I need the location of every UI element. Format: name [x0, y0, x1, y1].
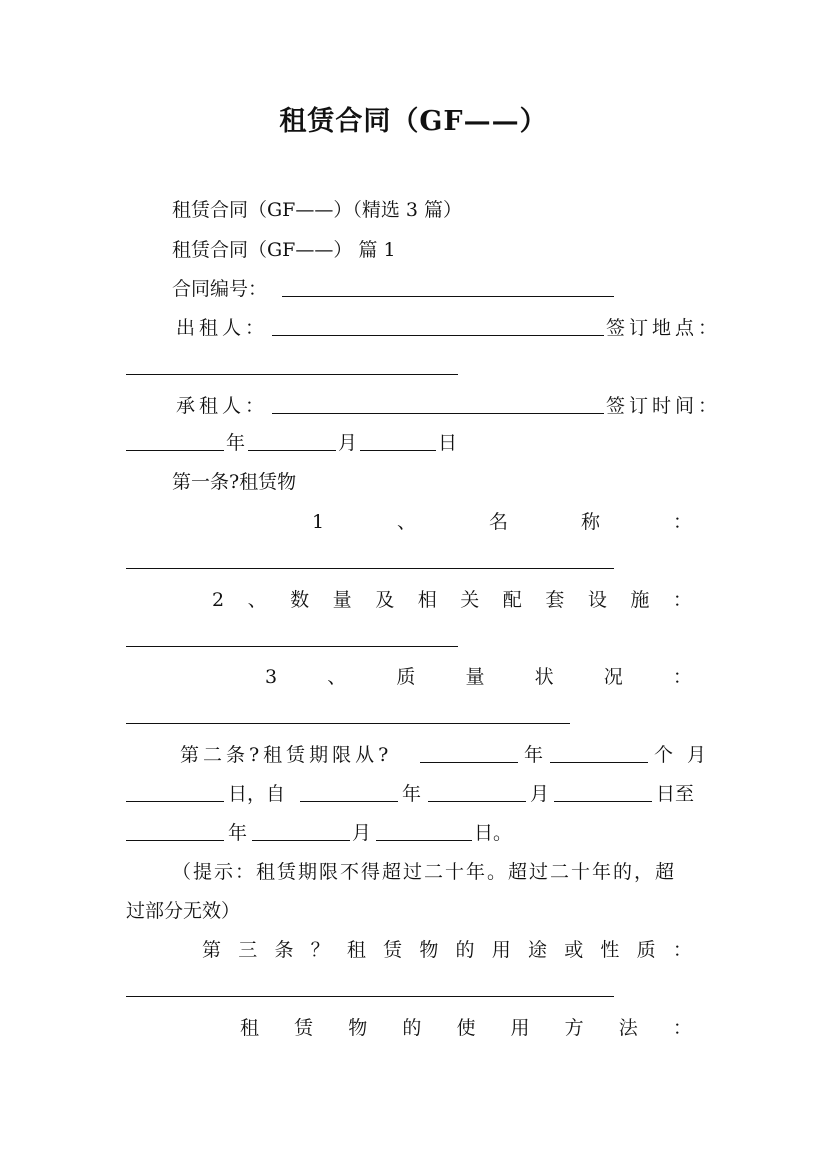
article2-line-2: [0, 779, 827, 809]
item2-blank-line: [0, 624, 827, 654]
item3-char: 况: [603, 666, 623, 688]
article3-char: 第: [202, 939, 222, 961]
from-day-to: 日至: [656, 783, 695, 805]
item2-char: 套: [545, 589, 565, 611]
item1-blank-line: [0, 546, 827, 576]
note-text-2: 过部分无效）: [126, 900, 241, 922]
item2-char: 2: [212, 589, 225, 611]
item3-char: 3: [265, 666, 278, 688]
article3-blank-line: [0, 974, 827, 1004]
article1-line: [0, 467, 827, 497]
item2-char: 关: [460, 589, 480, 611]
article1-title: 第一条?租赁物: [172, 471, 297, 493]
article3-blank[interactable]: [126, 974, 614, 997]
note-text-1: （提示：租赁期限不得超过二十年。超过二十年的，超: [172, 861, 677, 883]
usage-line: [0, 1013, 827, 1043]
article3-line: [0, 935, 827, 965]
sign-year-label: 年: [226, 432, 246, 454]
to-month-blank[interactable]: [252, 818, 350, 841]
article3-char: 途: [527, 939, 547, 961]
article2-line: [0, 740, 827, 770]
item1-char: 1: [312, 511, 325, 533]
sign-place-label: 签订地点：: [606, 317, 722, 339]
item2-char: 相: [417, 589, 437, 611]
article2-start: 第二条?租赁期限从?: [180, 744, 393, 766]
sign-time-label: 签订时间：: [606, 395, 722, 417]
usage-char: 租: [240, 1017, 260, 1039]
article3-char: 物: [419, 939, 439, 961]
item2-char: 量: [332, 589, 352, 611]
item2-char: 设: [587, 589, 607, 611]
item3-char: ：: [672, 666, 692, 688]
article3-char: 的: [455, 939, 475, 961]
article3-char: 赁: [383, 939, 403, 961]
item3-blank-line: [0, 701, 827, 731]
item2-char: 数: [290, 589, 310, 611]
usage-char: 使: [456, 1017, 476, 1039]
item1-char: ：: [672, 511, 692, 533]
usage-label: [240, 1013, 692, 1043]
item3-char: 质: [396, 666, 416, 688]
article2-line-3: [0, 818, 827, 848]
heading-selected-line: [0, 195, 827, 225]
from-year-label: 年: [402, 783, 422, 805]
item3-char: 量: [465, 666, 485, 688]
item1-blank[interactable]: [126, 546, 614, 569]
item2-char: 配: [502, 589, 522, 611]
usage-char: 赁: [294, 1017, 314, 1039]
item1-char: 、: [397, 511, 417, 533]
to-day-label: 日。: [474, 822, 513, 844]
item2-char: 、: [247, 589, 267, 611]
item2-char: 及: [375, 589, 395, 611]
heading-part1-line: [0, 235, 827, 265]
period-months-label: 个 月: [654, 744, 711, 766]
sign-place-line: [0, 352, 827, 382]
period-months-blank[interactable]: [550, 740, 648, 763]
from-day-blank[interactable]: [554, 779, 652, 802]
item1-char: 名: [489, 511, 509, 533]
period-start-year-blank[interactable]: [420, 740, 518, 763]
to-day-blank[interactable]: [376, 818, 472, 841]
period-year-label: 年: [524, 744, 548, 766]
item3-blank[interactable]: [126, 701, 570, 724]
usage-char: 物: [348, 1017, 368, 1039]
lessee-label: 承租人：: [176, 395, 269, 417]
from-month-label: 月: [530, 783, 550, 805]
usage-char: 的: [402, 1017, 422, 1039]
item2-line: [0, 585, 827, 615]
to-year-label: 年: [228, 822, 248, 844]
item2-blank[interactable]: [126, 624, 458, 647]
item3-char: 状: [534, 666, 554, 688]
sign-month-label: 月: [338, 432, 358, 454]
note-line-1: [0, 857, 827, 887]
item3-label: [265, 662, 692, 692]
from-month-blank[interactable]: [428, 779, 526, 802]
article3-char: ？: [310, 939, 330, 961]
period-day-from: 日，自: [228, 783, 286, 805]
from-year-blank[interactable]: [300, 779, 398, 802]
sign-month-blank[interactable]: [248, 428, 336, 451]
contract-number-blank[interactable]: [282, 274, 614, 297]
contract-number-label: 合同编号：: [172, 278, 268, 300]
article3-char: 质: [636, 939, 656, 961]
item1-char: 称: [580, 511, 600, 533]
item3-char: 、: [327, 666, 347, 688]
to-year-blank[interactable]: [126, 818, 224, 841]
heading-selected: 租赁合同（GF——）（精选 3 篇）: [172, 199, 463, 221]
article3-title: [202, 935, 692, 965]
lessee-line: [0, 391, 827, 421]
article3-char: 租: [346, 939, 366, 961]
lessor-line: [0, 313, 827, 343]
sign-place-blank[interactable]: [126, 352, 458, 375]
sign-date-line: [0, 428, 827, 458]
usage-char: ：: [672, 1017, 692, 1039]
lessee-blank[interactable]: [272, 391, 604, 414]
heading-part1: 租赁合同（GF——） 篇 1: [172, 239, 396, 261]
article3-char: 用: [491, 939, 511, 961]
item1-label: [312, 507, 692, 537]
sign-day-label: 日: [438, 432, 458, 454]
article3-char: 条: [274, 939, 294, 961]
sign-day-blank[interactable]: [360, 428, 436, 451]
usage-char: 法: [618, 1017, 638, 1039]
to-month-label: 月: [352, 822, 372, 844]
note-line-2: [0, 896, 827, 926]
item3-line: [0, 662, 827, 692]
article3-char: 性: [600, 939, 620, 961]
item2-char: 施: [630, 589, 650, 611]
document-title: 租赁合同（GF——）: [279, 106, 548, 137]
article3-char: 三: [238, 939, 258, 961]
usage-char: 方: [564, 1017, 584, 1039]
usage-char: 用: [510, 1017, 530, 1039]
contract-number-line: [0, 274, 827, 304]
item1-line: [0, 507, 827, 537]
period-day-blank[interactable]: [126, 779, 224, 802]
sign-year-blank[interactable]: [126, 428, 224, 451]
article3-char: 或: [564, 939, 584, 961]
lessor-label: 出租人：: [176, 317, 269, 339]
article3-char: ：: [672, 939, 692, 961]
item2-label: [212, 585, 692, 615]
lessor-blank[interactable]: [272, 313, 604, 336]
item2-char: ：: [672, 589, 692, 611]
